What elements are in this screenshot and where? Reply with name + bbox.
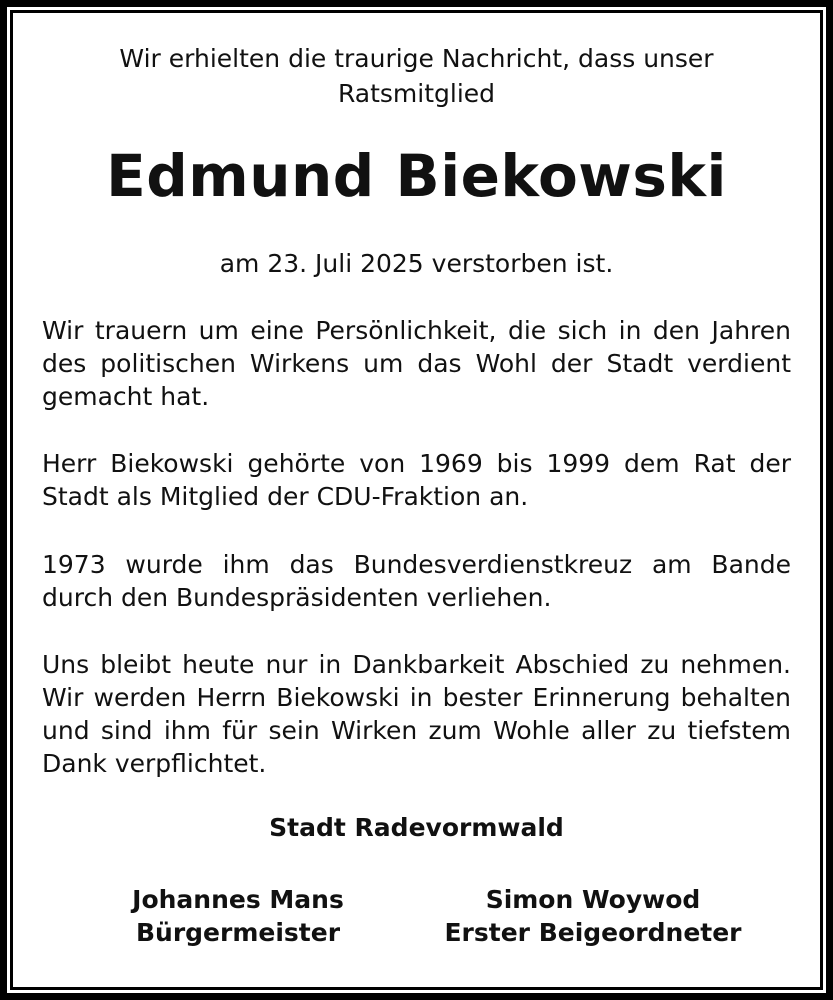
signatory-title: Erster Beigeordneter — [444, 918, 742, 947]
signatory-title: Bürgermeister — [135, 918, 341, 947]
obituary-notice — [13, 13, 820, 987]
paragraph-council-membership: Herr Biekowski gehörte von 1969 bis 1999 dem Rat der Stadt als Mitglied der CDU-Fraktion an. — [42, 449, 791, 511]
intro-text — [13, 41, 820, 111]
paragraph-farewell: Uns bleibt heute nur in Dankbarkeit Abschied zu nehmen. Wir werden Herrn Biekowski in bester Erinnerung behalten und sind ihm für sein Wirken zum Wohle aller zu tiefstem Dank verpflichtet. — [42, 650, 791, 778]
death-statement: am 23. Juli 2025 verstorben ist. — [219, 249, 614, 278]
organization-name: Stadt Radevormwald — [269, 813, 564, 842]
deceased-name: Edmund Biekowski — [106, 142, 727, 210]
paragraph-tribute: Wir trauern um eine Persönlichkeit, die sich in den Jahren des politischen Wirkens um das Wohl der Stadt verdient gemacht hat. — [42, 316, 791, 411]
signatory-name: Simon Woywod — [485, 885, 701, 914]
signatory-name: Johannes Mans — [132, 885, 344, 914]
paragraph-award: 1973 wurde ihm das Bundesverdienstkreuz am Bande durch den Bundespräsidenten verliehen. — [42, 550, 791, 612]
intro-line-1: Wir erhielten die traurige Nachricht, dass unser — [119, 44, 714, 73]
intro-line-2: Ratsmitglied — [337, 79, 496, 108]
signatory-right — [433, 883, 753, 949]
signatory-left — [103, 883, 373, 949]
